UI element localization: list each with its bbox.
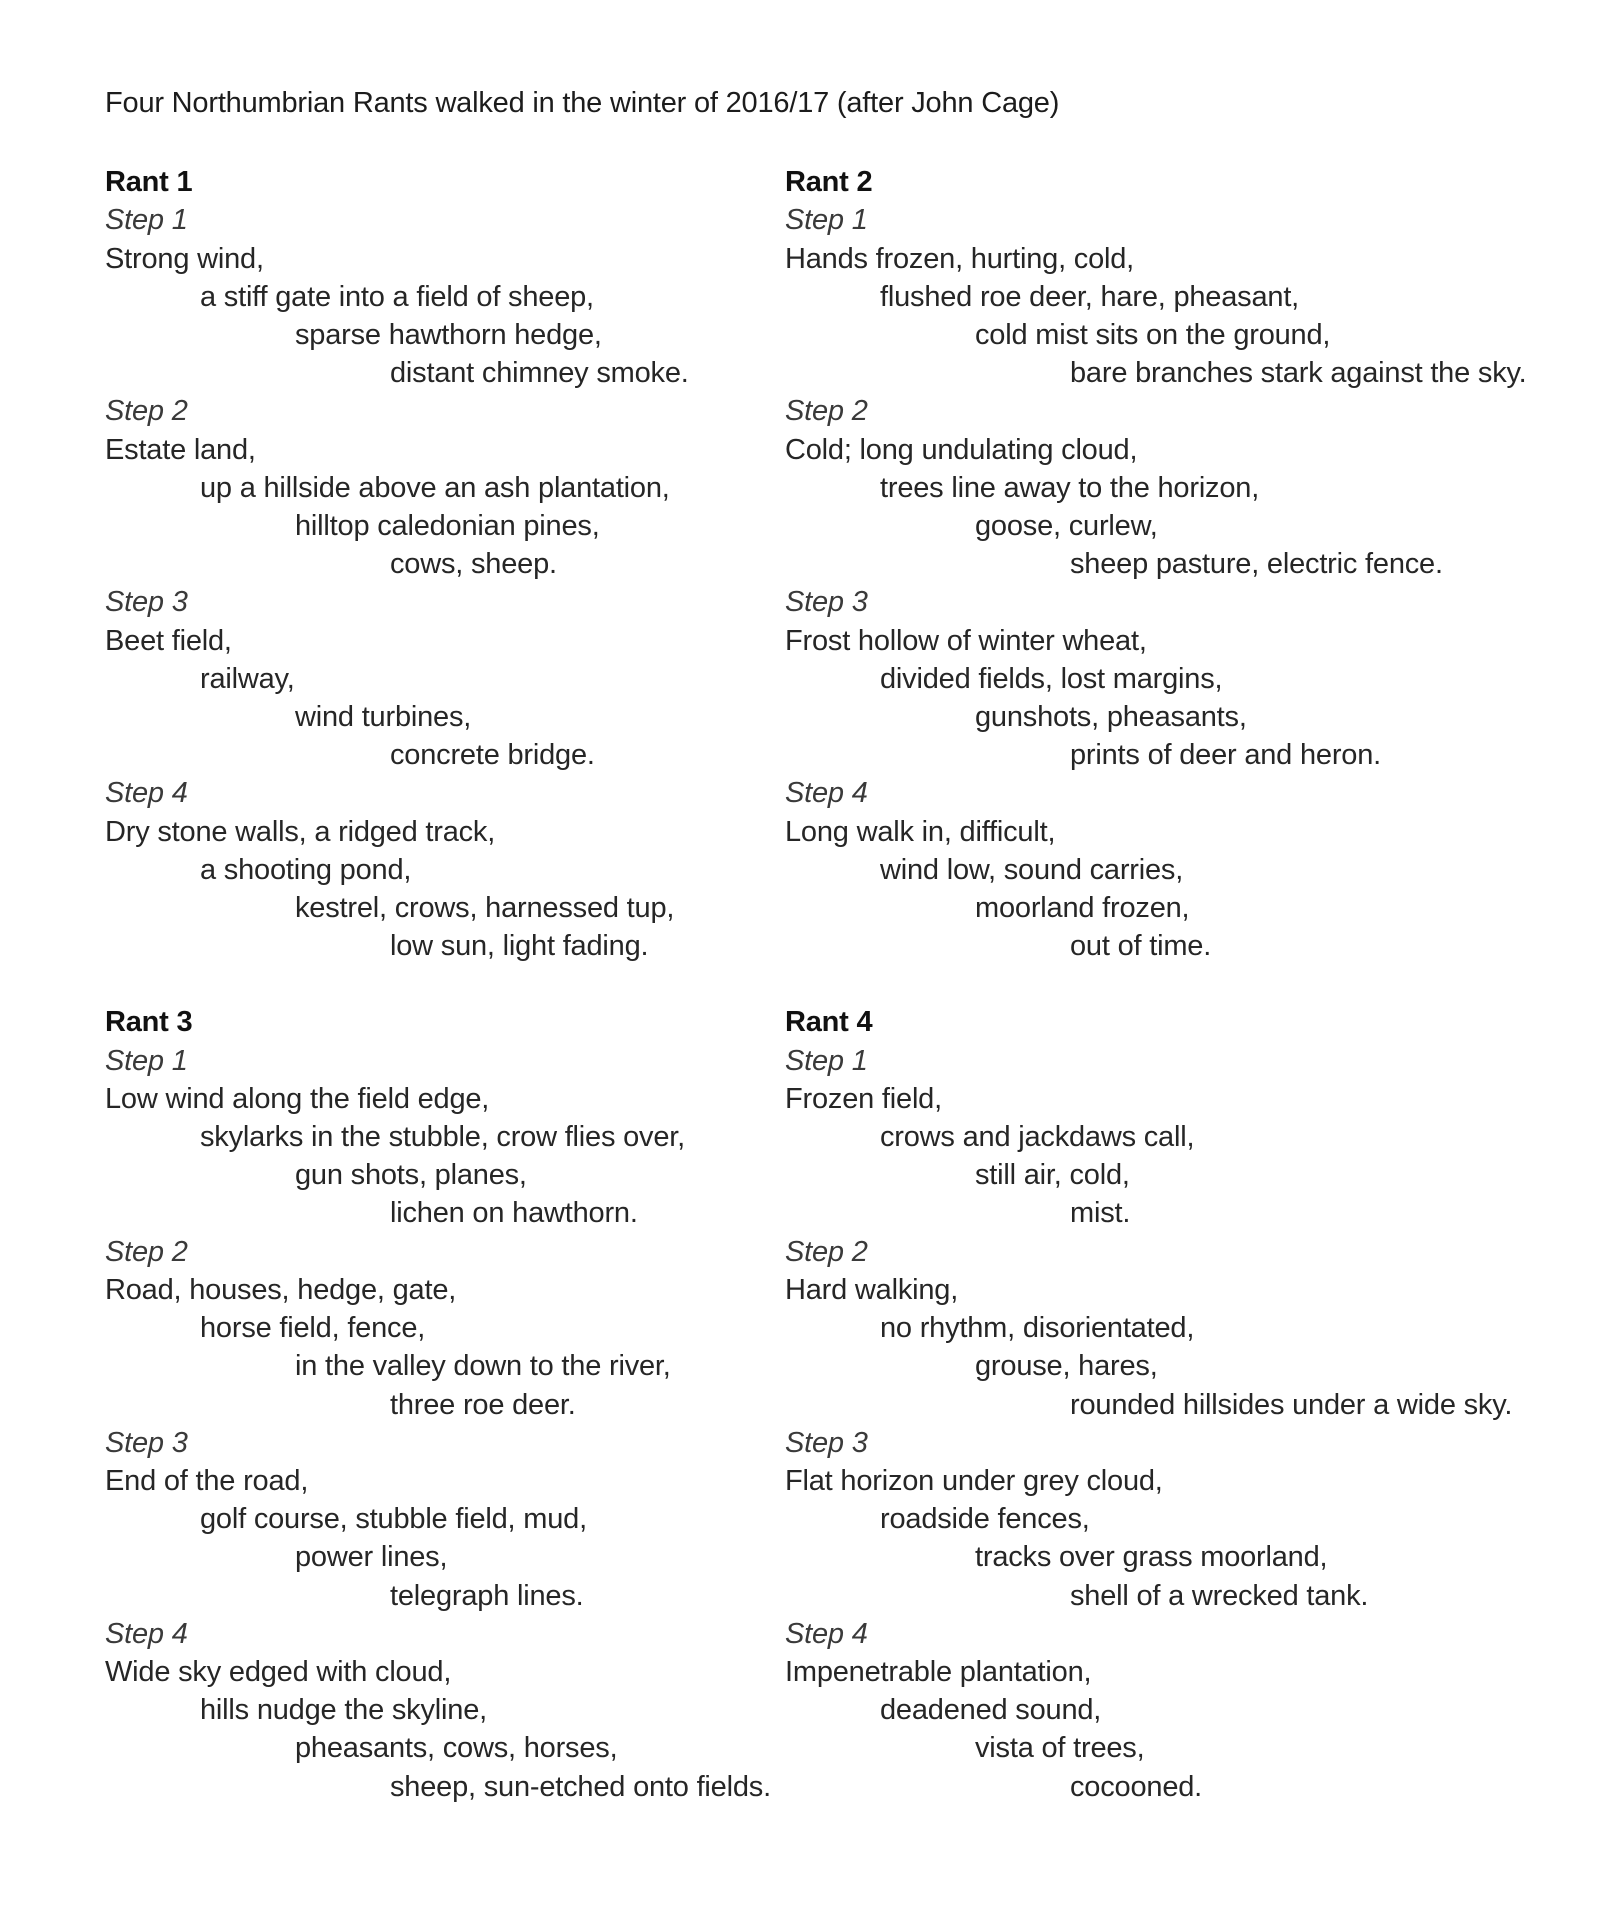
rant-section [785, 1003, 1569, 1805]
step-label: Step 2 [105, 395, 188, 428]
step-label: Step 2 [105, 1235, 188, 1268]
poem-line: cold mist sits on the ground, [975, 319, 1331, 352]
step-label: Step 1 [105, 204, 188, 237]
step-label: Step 1 [785, 204, 868, 237]
poem-line: moorland frozen, [975, 892, 1190, 925]
poem-line: Strong wind, [105, 242, 264, 275]
page-title: Four Northumbrian Rants walked in the winter of 2016/17 (after John Cage) [105, 87, 1060, 119]
poem-line: still air, cold, [975, 1159, 1130, 1192]
poem-line: hilltop caledonian pines, [295, 510, 600, 543]
poem-line: telegraph lines. [390, 1579, 584, 1612]
step-label: Step 4 [105, 1617, 188, 1650]
poem-line: trees line away to the horizon, [880, 471, 1260, 504]
poem-line: gunshots, pheasants, [975, 701, 1247, 734]
poem-line: Dry stone walls, a ridged track, [105, 815, 496, 848]
rant-title: Rant 1 [105, 166, 193, 199]
step-block [105, 1042, 785, 1233]
poem-line: distant chimney smoke. [390, 357, 689, 390]
poem-line: roadside fences, [880, 1503, 1090, 1536]
poem-line: shell of a wrecked tank. [1070, 1579, 1369, 1612]
poem-line: cocooned. [1070, 1770, 1203, 1803]
step-block [785, 583, 1569, 774]
step-block [785, 774, 1569, 965]
step-label: Step 3 [785, 1426, 868, 1459]
poem-line: crows and jackdaws call, [880, 1121, 1195, 1154]
step-block [785, 1424, 1569, 1615]
rant-section [105, 163, 785, 965]
poem-line: wind low, sound carries, [880, 853, 1184, 886]
poem-line: sparse hawthorn hedge, [295, 319, 602, 352]
step-block [105, 1424, 785, 1615]
step-block [105, 1615, 785, 1806]
poem-line: sheep, sun-etched onto fields. [390, 1770, 771, 1803]
poem-line: wind turbines, [295, 701, 472, 734]
poem-line: Long walk in, difficult, [785, 815, 1056, 848]
poem-line: deadened sound, [880, 1694, 1102, 1727]
step-label: Step 3 [105, 1426, 188, 1459]
poem-line: tracks over grass moorland, [975, 1541, 1328, 1574]
step-block [105, 583, 785, 774]
poem-line: horse field, fence, [200, 1312, 426, 1345]
poem-line: out of time. [1070, 930, 1212, 963]
rant-section [785, 163, 1569, 965]
poem-line: Wide sky edged with cloud, [105, 1655, 452, 1688]
poem-line: Hard walking, [785, 1273, 959, 1306]
poem-line: Low wind along the field edge, [105, 1082, 490, 1115]
poem-line: Hands frozen, hurting, cold, [785, 242, 1135, 275]
poem-line: low sun, light fading. [390, 930, 649, 963]
poem-line: Cold; long undulating cloud, [785, 433, 1138, 466]
poem-line: a stiff gate into a field of sheep, [200, 280, 594, 313]
step-label: Step 1 [105, 1044, 188, 1077]
poem-line: flushed roe deer, hare, pheasant, [880, 280, 1300, 313]
poem-line: grouse, hares, [975, 1350, 1158, 1383]
step-block [785, 201, 1569, 392]
poem-line: goose, curlew, [975, 510, 1158, 543]
poem-line: concrete bridge. [390, 739, 595, 772]
poem-line: in the valley down to the river, [295, 1350, 671, 1383]
poem-line: Frost hollow of winter wheat, [785, 624, 1147, 657]
poem-line: divided fields, lost margins, [880, 662, 1223, 695]
poem-line: mist. [1070, 1197, 1131, 1230]
step-block [785, 1233, 1569, 1424]
step-block [785, 392, 1569, 583]
rant-section [105, 1003, 785, 1805]
poem-line: Impenetrable plantation, [785, 1655, 1092, 1688]
step-block [105, 774, 785, 965]
poem-line: golf course, stubble field, mud, [200, 1503, 587, 1536]
poem-line: Estate land, [105, 433, 256, 466]
poem-line: rounded hillsides under a wide sky. [1070, 1388, 1513, 1421]
rant-title: Rant 3 [105, 1006, 193, 1039]
poem-line: up a hillside above an ash plantation, [200, 471, 670, 504]
poem-line: pheasants, cows, horses, [295, 1732, 618, 1765]
poem-line: cows, sheep. [390, 548, 557, 581]
poem-line: a shooting pond, [200, 853, 412, 886]
poem-line: three roe deer. [390, 1388, 576, 1421]
poem-line: lichen on hawthorn. [390, 1197, 638, 1230]
poem-line: Beet field, [105, 624, 232, 657]
poem-line: gun shots, planes, [295, 1159, 527, 1192]
poem-line: vista of trees, [975, 1732, 1145, 1765]
rant-title: Rant 2 [785, 166, 873, 199]
poem-columns [105, 163, 1569, 1806]
poem-line: hills nudge the skyline, [200, 1694, 487, 1727]
step-block [105, 392, 785, 583]
step-block [785, 1615, 1569, 1806]
poem-line: bare branches stark against the sky. [1070, 357, 1527, 390]
poem-line: kestrel, crows, harnessed tup, [295, 892, 675, 925]
step-block [785, 1042, 1569, 1233]
step-label: Step 2 [785, 395, 868, 428]
step-label: Step 4 [785, 777, 868, 810]
step-label: Step 4 [785, 1617, 868, 1650]
step-label: Step 1 [785, 1044, 868, 1077]
step-label: Step 3 [785, 586, 868, 619]
poem-line: prints of deer and heron. [1070, 739, 1381, 772]
poem-line: skylarks in the stubble, crow flies over, [200, 1121, 685, 1154]
rant-title: Rant 4 [785, 1006, 873, 1039]
poem-line: sheep pasture, electric fence. [1070, 548, 1443, 581]
poem-line: Frozen field, [785, 1082, 942, 1115]
poem-line: power lines, [295, 1541, 448, 1574]
step-label: Step 3 [105, 586, 188, 619]
step-label: Step 4 [105, 777, 188, 810]
poem-line: Flat horizon under grey cloud, [785, 1464, 1163, 1497]
step-block [105, 1233, 785, 1424]
poem-line: End of the road, [105, 1464, 309, 1497]
poem-line: railway, [200, 662, 295, 695]
step-block [105, 201, 785, 392]
poem-line: no rhythm, disorientated, [880, 1312, 1195, 1345]
poem-line: Road, houses, hedge, gate, [105, 1273, 457, 1306]
step-label: Step 2 [785, 1235, 868, 1268]
